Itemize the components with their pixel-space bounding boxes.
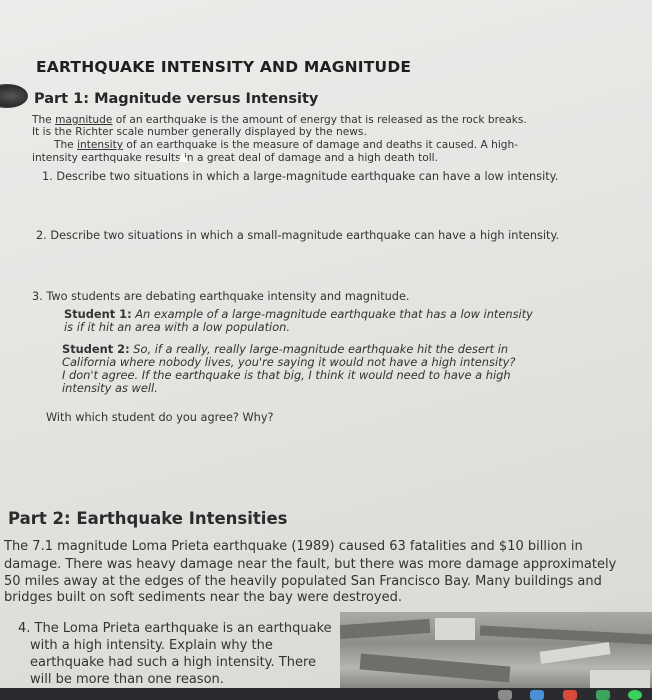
question-4: 4. The Loma Prieta earthquake is an earthquake	[18, 621, 332, 636]
app-icon[interactable]	[596, 690, 610, 700]
student-1-statement-cont: is if it hit an area with a low population.	[64, 320, 291, 334]
student-2-statement-cont-2: I don't agree. If the earthquake is that big, I think it would need to have a high	[62, 368, 511, 382]
app-icon[interactable]	[498, 690, 512, 700]
part2-paragraph-line-3: 50 miles away at the edges of the heavily populated San Francisco Bay. Many buildings and	[4, 574, 602, 589]
student-1-statement: Student 1: An example of a large-magnitude earthquake that has a low intensity	[64, 307, 533, 321]
student-2-statement: Student 2: So, if a really, really large-magnitude earthquake hit the desert in	[62, 342, 509, 356]
definition-line-2: It is the Richter scale number generally displayed by the news.	[32, 126, 367, 138]
part2-paragraph-line-4: bridges built on soft sediments near the bay were destroyed.	[4, 590, 402, 605]
part1-heading: Part 1: Magnitude versus Intensity	[34, 91, 319, 107]
app-icon[interactable]	[563, 690, 577, 700]
question-3: 3. Two students are debating earthquake intensity and magnitude.	[32, 290, 410, 303]
question-2: 2. Describe two situations in which a small-magnitude earthquake can have a high intensity.	[36, 229, 560, 242]
bullet-mark	[0, 84, 28, 108]
part2-heading: Part 2: Earthquake Intensities	[8, 509, 288, 528]
question-3-prompt: With which student do you agree? Why?	[46, 411, 274, 424]
app-icon[interactable]	[628, 690, 642, 700]
part2-paragraph-line-1: The 7.1 magnitude Loma Prieta earthquake (1989) caused 63 fatalities and $10 billion in	[4, 539, 583, 554]
definition-line-3: The intensity of an earthquake is the measure of damage and deaths it caused. A high-	[54, 139, 519, 151]
question-4-cont-1: with a high intensity. Explain why the	[30, 638, 273, 653]
student-2-statement-cont-3: intensity as well.	[62, 381, 158, 395]
cursor-icon	[178, 153, 188, 162]
definition-line-4: intensity earthquake results in a great deal of damage and a high death toll.	[32, 152, 438, 164]
app-icon[interactable]	[530, 690, 544, 700]
taskbar	[0, 688, 652, 700]
question-4-cont-3: will be more than one reason.	[30, 672, 224, 687]
question-1: 1. Describe two situations in which a large-magnitude earthquake can have a low intensity.	[42, 170, 559, 183]
definition-line-1: The magnitude of an earthquake is the amount of energy that is released as the rock breaks.	[32, 114, 527, 126]
worksheet-title: EARTHQUAKE INTENSITY AND MAGNITUDE	[36, 58, 412, 76]
earthquake-damage-photo	[340, 612, 652, 692]
question-4-cont-2: earthquake had such a high intensity. There	[30, 655, 316, 670]
part2-paragraph-line-2: damage. There was heavy damage near the fault, but there was more damage approximately	[4, 557, 617, 572]
student-2-statement-cont-1: California where nobody lives, you're saying it would not have a high intensity?	[62, 355, 516, 369]
